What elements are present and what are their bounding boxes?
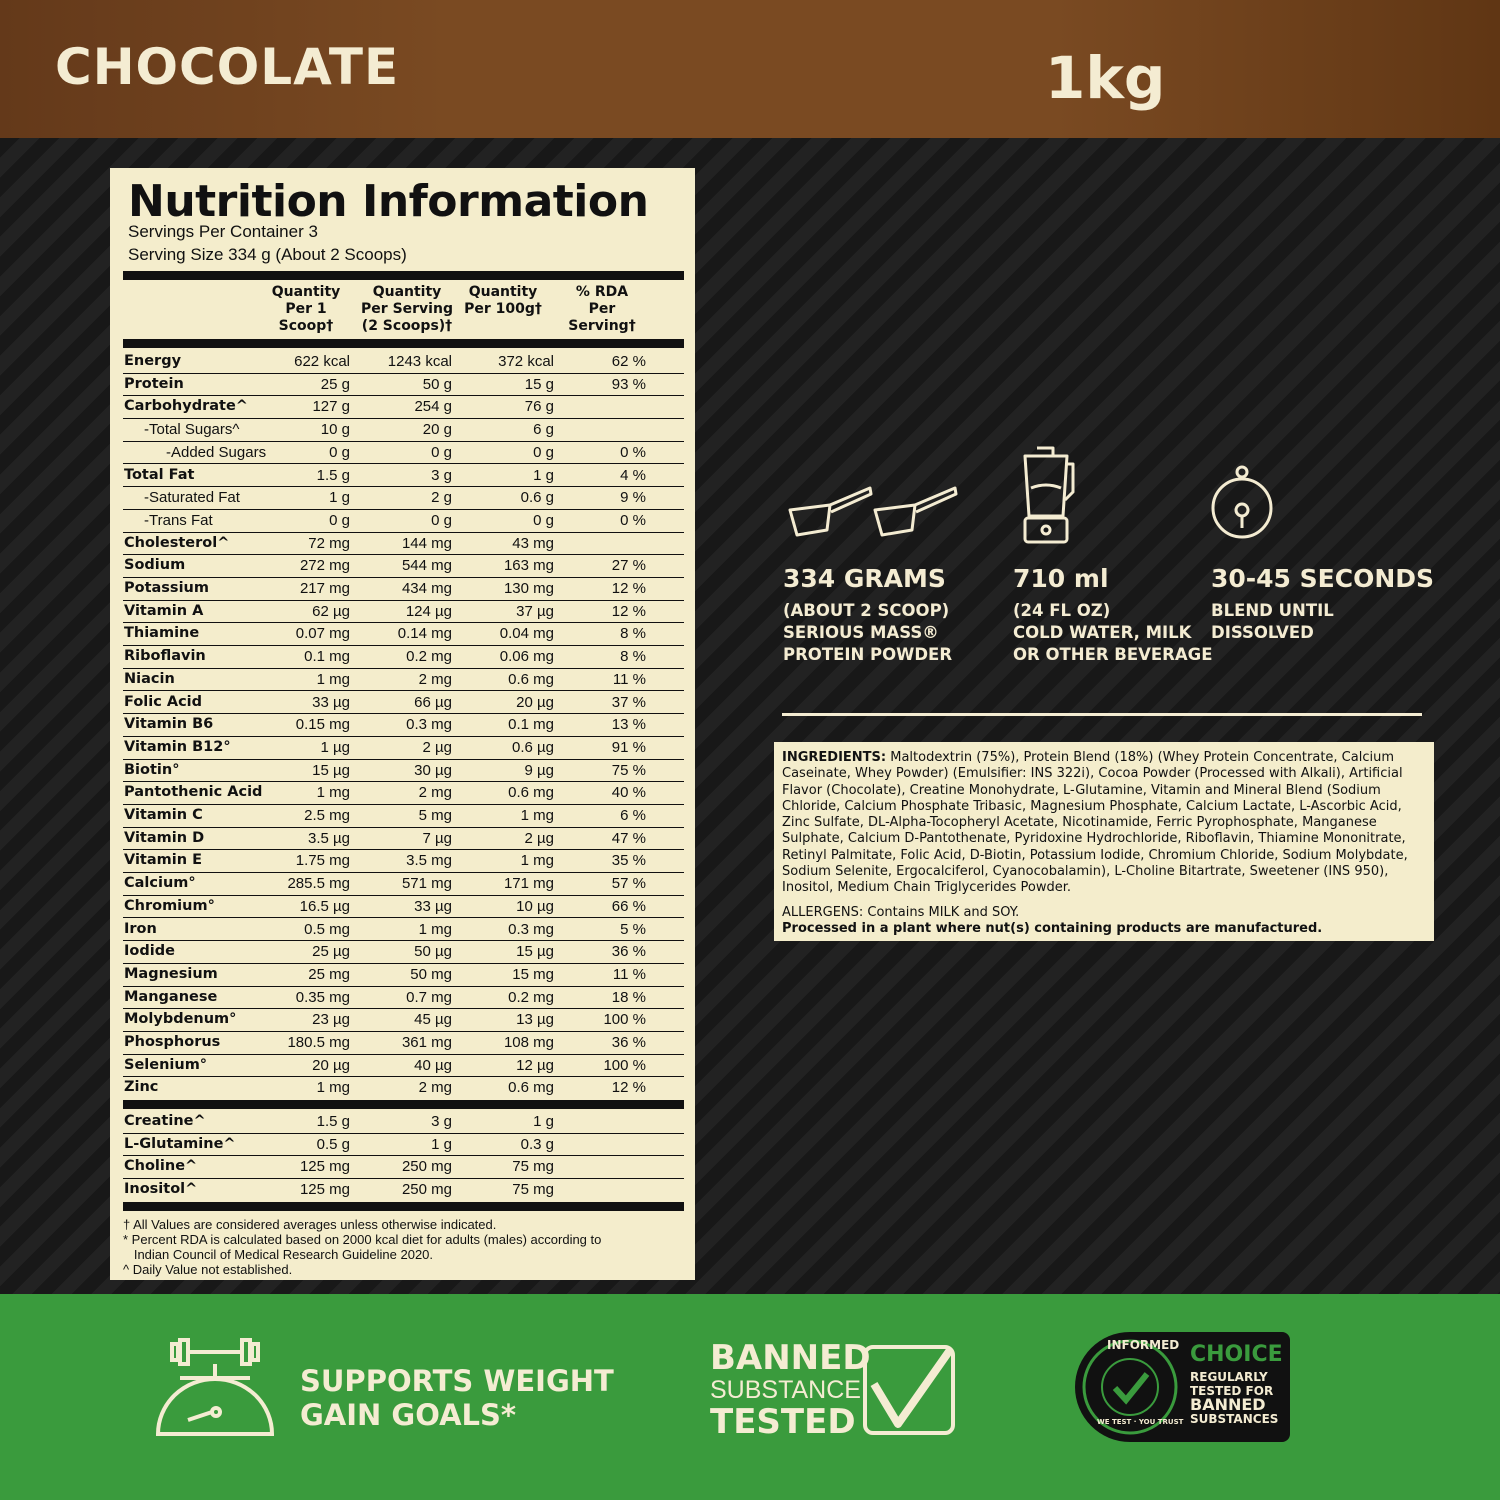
nutrient-value: 33 µg: [312, 693, 350, 711]
liquid-detail: [1013, 600, 1212, 666]
weight-gain-line-2: GAIN GOALS*: [300, 1398, 517, 1432]
nutrient-value: 35 %: [611, 852, 646, 870]
nutrient-value: 15 µg: [516, 943, 554, 961]
nutrient-value: 76 g: [524, 398, 554, 416]
nutrient-value: 4 %: [620, 466, 646, 484]
nutrition-title: Nutrition Information: [128, 176, 649, 227]
column-header-line: % RDA: [575, 284, 629, 300]
section-divider: [782, 713, 1422, 716]
nutrient-name: Potassium: [124, 580, 209, 596]
nutrient-row: [123, 396, 684, 419]
nutrient-value: 0 g: [329, 443, 350, 461]
nutrient-value: 12 µg: [516, 1056, 554, 1074]
column-header-line: Quantity: [468, 284, 538, 300]
liquid-line-2: COLD WATER, MILK: [1013, 623, 1192, 642]
column-header-line: Per Serving†: [568, 301, 636, 334]
nutrient-value: 12 %: [611, 1079, 646, 1097]
nutrient-row: [123, 510, 684, 533]
nutrient-name: Chromium°: [124, 897, 215, 914]
nutrient-name: Cholesterol^: [124, 534, 230, 551]
nutrient-value: 0.06 mg: [499, 648, 554, 666]
nutrient-value: 1 g: [533, 1113, 554, 1130]
nutrient-value: 0 %: [620, 511, 646, 529]
nutrient-name: Iodide: [124, 943, 175, 960]
nutrient-row: [123, 669, 684, 692]
informed-line-2: TESTED FOR: [1190, 1384, 1274, 1398]
nutrient-value: 33 µg: [414, 897, 452, 915]
nutrient-name: Riboflavin: [124, 648, 206, 665]
nutrient-value: 125 mg: [299, 1181, 350, 1199]
nutrient-row: [123, 533, 684, 556]
nutrient-name: Vitamin C: [124, 807, 203, 823]
nutrient-value: 127 g: [312, 398, 350, 416]
nutrient-value: 272 mg: [299, 557, 350, 575]
nutrient-value: 5 mg: [418, 807, 452, 824]
nutrient-value: 15 g: [524, 375, 554, 393]
nutrient-row: [123, 782, 684, 805]
nutrient-value: 0.1 mg: [304, 648, 350, 666]
nutrient-value: 8 %: [620, 648, 646, 666]
nutrient-value: 23 µg: [312, 1011, 350, 1029]
nutrient-value: 1 g: [329, 489, 350, 507]
blender-icon: [1015, 444, 1077, 548]
nutrient-value: 9 µg: [524, 761, 554, 779]
nutrient-value: 0.6 mg: [508, 1079, 554, 1097]
banned-substance-badge: [710, 1338, 871, 1442]
ingredients-box: [774, 742, 1434, 941]
nutrient-name: Manganese: [124, 988, 218, 1005]
nutrient-value: 57 %: [611, 875, 646, 893]
nutrient-value: 0.14 mg: [397, 625, 452, 643]
nutrient-value: 0.3 g: [520, 1135, 554, 1153]
nutrient-value: 10 µg: [516, 897, 554, 915]
nutrient-value: 30 µg: [414, 761, 452, 779]
nutrient-name: Pantothenic Acid: [124, 784, 263, 801]
nutrient-value: 37 %: [611, 693, 646, 711]
scoops-title: 334 GRAMS: [783, 564, 946, 593]
nutrient-value: 0.6 g: [520, 489, 554, 507]
nutrient-name: Selenium°: [124, 1056, 208, 1073]
nutrient-row: [123, 896, 684, 919]
nutrient-value: 124 µg: [405, 602, 452, 620]
informed-line-4: SUBSTANCES: [1190, 1412, 1279, 1426]
nutrient-row: [123, 805, 684, 828]
nutrient-value: 180.5 mg: [287, 1034, 350, 1051]
nutrient-value: 1 mg: [520, 807, 554, 824]
nutrient-value: 0.2 mg: [508, 988, 554, 1006]
nutrient-value: 163 mg: [503, 557, 554, 575]
nutrient-value: 1.5 g: [316, 466, 350, 484]
nutrient-value: 171 mg: [503, 875, 554, 893]
nutrient-value: 11 %: [612, 965, 646, 983]
flavor-banner: [0, 0, 1500, 138]
nutrient-value: 0.04 mg: [499, 625, 554, 643]
nutrient-value: 13 %: [611, 716, 646, 734]
nutrient-value: 0.07 mg: [295, 625, 350, 643]
nutrient-name: Niacin: [124, 670, 175, 687]
nutrient-row: [123, 737, 684, 760]
nutrient-value: 43 mg: [512, 534, 554, 552]
nutrient-name: Thiamine: [124, 625, 200, 642]
column-header: [455, 284, 551, 318]
nutrient-value: 285.5 mg: [287, 875, 350, 893]
nutrient-row: [123, 760, 684, 783]
nutrient-value: 144 mg: [401, 534, 452, 552]
nutrient-name: Vitamin D: [124, 829, 205, 846]
column-header-line: Quantity: [271, 284, 341, 300]
banned-line-3: TESTED: [710, 1402, 856, 1442]
banned-line-2: SUBSTANCE: [710, 1376, 861, 1404]
nutrient-name: Vitamin B12°: [124, 738, 231, 755]
product-weight: 1kg: [1045, 44, 1166, 112]
nutrient-value: 100 %: [603, 1011, 646, 1029]
footnote: Indian Council of Medical Research Guideline 2020.: [123, 1247, 434, 1262]
scoops-line-2: SERIOUS MASS®: [783, 623, 939, 642]
nutrient-row: [123, 1032, 684, 1055]
nutrient-value: 75 mg: [512, 1158, 554, 1176]
nutrient-value: 372 kcal: [498, 353, 554, 370]
nutrient-row: [123, 1111, 684, 1134]
nutrient-value: 62 %: [611, 353, 646, 370]
footnote: * Percent RDA is calculated based on 2000 kcal diet for adults (males) according to: [123, 1232, 602, 1247]
informed-ring-top: INFORMED: [1107, 1338, 1180, 1352]
nutrient-value: 0.1 mg: [508, 716, 554, 734]
nutrient-name: Zinc: [124, 1079, 159, 1096]
nutrient-value: 0.7 mg: [406, 988, 452, 1006]
nutrient-value: 27 %: [611, 557, 646, 575]
nutrient-value: 15 µg: [312, 761, 350, 779]
nutrient-name: Creatine^: [124, 1113, 206, 1129]
nutrient-value: 0.5 g: [316, 1135, 350, 1153]
nutrient-row: [123, 419, 684, 442]
nutrient-name: Phosphorus: [124, 1034, 221, 1050]
servings-per-container: Servings Per Container 3: [128, 222, 318, 241]
flavor-name: CHOCOLATE: [55, 38, 400, 96]
nutrient-row: [123, 987, 684, 1010]
nutrition-panel: [110, 168, 695, 1280]
footnotes: [123, 1217, 683, 1277]
scoops-line-1: (ABOUT 2 SCOOP): [783, 601, 950, 620]
nutrient-value: 1 g: [431, 1135, 452, 1153]
blend-title: 30-45 SECONDS: [1211, 564, 1435, 593]
scale-icon: [150, 1332, 280, 1442]
nutrient-value: 1.5 g: [316, 1113, 350, 1130]
nutrient-value: 36 %: [611, 943, 646, 961]
nutrient-value: 361 mg: [401, 1034, 452, 1051]
nutrient-name: Magnesium: [124, 965, 218, 982]
nutrient-value: 2.5 mg: [304, 807, 350, 824]
nutrient-value: 50 g: [422, 375, 452, 393]
nutrient-value: 125 mg: [299, 1158, 350, 1176]
nutrient-value: 1 mg: [418, 920, 452, 938]
nutrient-value: 20 µg: [516, 693, 554, 711]
nutrient-name: Inositol^: [124, 1181, 198, 1198]
nutrient-row: [123, 578, 684, 601]
column-header: [359, 284, 455, 335]
nutrient-value: 0.15 mg: [295, 716, 350, 734]
nutrient-row: [123, 919, 684, 942]
nutrient-value: 1243 kcal: [387, 353, 452, 370]
nutrient-name: Energy: [124, 353, 182, 369]
ingredients-list: Maltodextrin (75%), Protein Blend (18%) (Whey Protein Concentrate, Calcium Caseinate, Whey Powder) (Emulsifier: INS 322i), Cocoa Powder (Processed with Alkali), Artificial Flavor (Chocolate), Creatine Monohydrate, L-Glutamine, Vitamin and Mineral Blend (Sodium Chloride, Calcium Phosphate Tribasic, Magnesium Phosphate, Calcium Lactate, L-Ascorbic Acid, Zinc Sulfate, DL-Alpha-Tocopheryl Acetate, Nicotinamide, Ferric Pyrophosphate, Manganese Sulphate, Calcium D-Pantothenate, Pyridoxine Hydrochloride, Riboflavin, Thiamine Mononitrate, Retinyl Palmitate, Folic Acid, D-Biotin, Potassium Iodide, Chromium Chloride, Sodium Molybdate, Sodium Selenite, Ergocalciferol, Cyanocobalamin), L-Choline Bitartrate, Sweetener (INS 950), Inositol, Medium Chain Triglycerides Powder.: [782, 750, 1408, 896]
nutrient-value: 0.5 mg: [304, 920, 350, 938]
nutrient-name: -Added Sugars: [166, 443, 267, 461]
nutrient-value: 0 g: [533, 443, 554, 461]
nutrient-value: 2 mg: [418, 1079, 452, 1097]
nutrient-value: 2 mg: [418, 784, 452, 802]
nutrient-value: 12 %: [611, 602, 646, 620]
bottom-thick-rule: [123, 1202, 684, 1211]
nutrient-value: 0.6 µg: [511, 738, 554, 756]
footnote: ^ Daily Value not established.: [123, 1262, 293, 1277]
nutrient-value: 40 µg: [414, 1056, 452, 1074]
scoops-line-3: PROTEIN POWDER: [783, 645, 953, 664]
nutrient-value: 3 g: [431, 1113, 452, 1130]
nutrient-row: [123, 964, 684, 987]
nutrient-value: 2 g: [431, 489, 452, 507]
weight-gain-text: [300, 1364, 614, 1432]
nutrient-value: 0 g: [329, 511, 350, 529]
nutrient-row: [123, 1156, 684, 1179]
nutrient-value: 12 %: [611, 580, 646, 597]
benefits-bar: [0, 1294, 1500, 1500]
nutrient-name: Folic Acid: [124, 693, 203, 710]
timer-icon: [1208, 464, 1276, 540]
nutrient-value: 9 %: [620, 489, 646, 507]
nutrient-name: Iron: [124, 920, 157, 937]
top-thick-rule: [123, 271, 684, 280]
nutrient-value: 47 %: [611, 829, 646, 847]
column-header: [258, 284, 354, 335]
column-header-line: Per 100g†: [464, 301, 542, 317]
nutrient-row: [123, 351, 684, 374]
nutrient-value: 25 g: [320, 375, 350, 393]
nutrient-value: 0.6 mg: [508, 784, 554, 802]
nutrient-value: 0 g: [431, 443, 452, 461]
nutrient-value: 0.35 mg: [295, 988, 350, 1006]
nutrient-row: [123, 374, 684, 397]
nutrient-value: 2 µg: [524, 829, 554, 847]
nutrient-value: 0 g: [533, 511, 554, 529]
informed-lines: [1190, 1370, 1278, 1426]
nutrient-value: 217 mg: [299, 580, 350, 597]
mid-thick-rule: [123, 1100, 684, 1109]
nutrient-name: Protein: [124, 375, 184, 392]
nutrient-value: 13 µg: [516, 1011, 554, 1029]
nutrient-value: 0 g: [431, 511, 452, 529]
ingredients-label: INGREDIENTS:: [782, 750, 887, 765]
nutrient-value: 1 mg: [316, 670, 350, 688]
nutrient-value: 3 g: [431, 466, 452, 484]
nutrient-name: -Saturated Fat: [144, 489, 240, 507]
nutrient-name: Biotin°: [124, 761, 180, 778]
nutrient-row: [123, 873, 684, 896]
scoops-icon: [785, 480, 960, 550]
nutrient-value: 1 mg: [316, 1079, 350, 1097]
allergens: ALLERGENS: Contains MILK and SOY.: [782, 904, 1020, 920]
processed-note: Processed in a plant where nut(s) containing products are manufactured.: [782, 920, 1323, 936]
nutrient-value: 10 g: [320, 421, 350, 439]
nutrient-value: 25 mg: [308, 965, 350, 983]
nutrient-value: 434 mg: [401, 580, 452, 597]
nutrient-value: 250 mg: [401, 1181, 452, 1199]
nutrient-name: Vitamin E: [124, 852, 203, 869]
informed-line-3: BANNED: [1190, 1395, 1266, 1414]
column-header-line: Quantity: [372, 284, 442, 300]
informed-choice-badge: [1075, 1332, 1290, 1442]
nutrient-value: 72 mg: [308, 534, 350, 552]
nutrient-value: 75 mg: [512, 1181, 554, 1199]
nutrient-value: 250 mg: [401, 1158, 452, 1176]
informed-line-1: REGULARLY: [1190, 1370, 1268, 1384]
nutrient-row: [123, 828, 684, 851]
nutrient-row: [123, 692, 684, 715]
nutrient-value: 100 %: [603, 1056, 646, 1074]
nutrient-row: [123, 487, 684, 510]
nutrient-name: Vitamin A: [124, 602, 204, 619]
nutrient-value: 66 µg: [414, 693, 452, 711]
nutrient-value: 108 mg: [503, 1034, 554, 1051]
checkbox-icon: [862, 1344, 957, 1436]
nutrient-value: 254 g: [414, 398, 452, 416]
nutrient-row: [123, 714, 684, 737]
nutrient-name: Molybdenum°: [124, 1011, 237, 1028]
nutrient-value: 3.5 µg: [307, 829, 350, 847]
nutrient-value: 2 µg: [422, 738, 452, 756]
nutrient-value: 50 µg: [414, 943, 452, 961]
nutrient-value: 8 %: [620, 625, 646, 643]
column-header-line: Per 1 Scoop†: [278, 301, 334, 334]
nutrient-value: 37 µg: [516, 602, 554, 620]
nutrient-value: 50 mg: [410, 965, 452, 983]
nutrient-value: 62 µg: [312, 602, 350, 620]
nutrient-row: [123, 555, 684, 578]
nutrient-name: -Trans Fat: [144, 511, 213, 529]
nutrient-row: [123, 465, 684, 488]
header-thick-rule: [123, 339, 684, 348]
nutrient-value: 1 µg: [320, 738, 350, 756]
ingredients-text: [782, 750, 1426, 897]
nutrient-row: [123, 1134, 684, 1157]
blend-detail: [1211, 600, 1334, 644]
nutrient-value: 91 %: [611, 738, 646, 756]
nutrient-value: 5 %: [620, 920, 646, 938]
nutrient-value: 25 µg: [312, 943, 350, 961]
nutrient-name: Vitamin B6: [124, 716, 214, 733]
nutrient-value: 20 g: [422, 421, 452, 439]
nutrient-value: 11 %: [612, 670, 646, 688]
nutrient-value: 622 kcal: [294, 353, 350, 370]
nutrient-value: 0.3 mg: [508, 920, 554, 938]
nutrient-value: 15 mg: [512, 965, 554, 983]
nutrient-value: 571 mg: [401, 875, 452, 893]
nutrient-row: [123, 1009, 684, 1032]
nutrient-name: Choline^: [124, 1158, 198, 1175]
nutrient-row: [123, 1077, 684, 1100]
nutrient-row: [123, 601, 684, 624]
nutrient-row: [123, 941, 684, 964]
nutrient-value: 0 %: [620, 443, 646, 461]
nutrient-value: 3.5 mg: [406, 852, 452, 870]
liquid-line-3: OR OTHER BEVERAGE: [1013, 645, 1213, 664]
scoops-detail: [783, 600, 952, 666]
banned-line-1: BANNED: [710, 1338, 871, 1378]
informed-ring-bottom: WE TEST · YOU TRUST: [1097, 1418, 1184, 1426]
nutrient-value: 45 µg: [414, 1011, 452, 1029]
nutrient-name: Calcium°: [124, 875, 196, 892]
choice-label: CHOICE: [1190, 1342, 1283, 1367]
nutrient-value: 6 g: [533, 421, 554, 439]
nutrient-name: Total Fat: [124, 466, 195, 483]
liquid-title: 710 ml: [1013, 564, 1109, 593]
nutrient-value: 1 mg: [316, 784, 350, 802]
liquid-line-1: (24 FL OZ): [1013, 601, 1111, 620]
nutrient-row: [123, 1179, 684, 1202]
blend-line-1: BLEND UNTIL: [1211, 601, 1334, 620]
nutrient-row: [123, 850, 684, 873]
blend-line-2: DISSOLVED: [1211, 623, 1314, 642]
nutrient-value: 1 g: [533, 466, 554, 484]
footnote: † All Values are considered averages unless otherwise indicated.: [123, 1217, 497, 1232]
nutrient-value: 1.75 mg: [295, 852, 350, 870]
nutrient-value: 18 %: [611, 988, 646, 1006]
column-header-line: (2 Scoops)†: [361, 318, 453, 334]
nutrient-value: 40 %: [611, 784, 646, 802]
weight-gain-line-1: SUPPORTS WEIGHT: [300, 1364, 614, 1398]
nutrient-row: [123, 623, 684, 646]
nutrient-row: [123, 646, 684, 669]
nutrient-value: 1 mg: [520, 852, 554, 870]
nutrient-value: 130 mg: [503, 580, 554, 597]
nutrient-name: -Total Sugars^: [144, 421, 240, 439]
nutrient-value: 66 %: [611, 897, 646, 915]
nutrient-value: 36 %: [611, 1034, 646, 1051]
nutrient-value: 7 µg: [422, 829, 452, 847]
serving-size: Serving Size 334 g (About 2 Scoops): [128, 245, 407, 264]
nutrient-value: 16.5 µg: [299, 897, 350, 915]
nutrient-value: 20 µg: [312, 1056, 350, 1074]
nutrient-value: 6 %: [620, 807, 646, 824]
nutrient-row: [123, 442, 684, 465]
nutrient-name: Carbohydrate^: [124, 398, 248, 415]
nutrient-name: Sodium: [124, 557, 186, 574]
nutrient-value: 2 mg: [418, 670, 452, 688]
nutrient-value: 75 %: [611, 761, 646, 779]
nutrient-name: L-Glutamine^: [124, 1135, 236, 1152]
nutrient-value: 0.6 mg: [508, 670, 554, 688]
nutrient-value: 93 %: [611, 375, 646, 393]
nutrient-row: [123, 1055, 684, 1078]
nutrient-value: 544 mg: [401, 557, 452, 575]
nutrient-value: 0.3 mg: [406, 716, 452, 734]
column-header-line: Per Serving: [361, 301, 453, 317]
nutrient-value: 0.2 mg: [406, 648, 452, 666]
column-header: [554, 284, 650, 335]
